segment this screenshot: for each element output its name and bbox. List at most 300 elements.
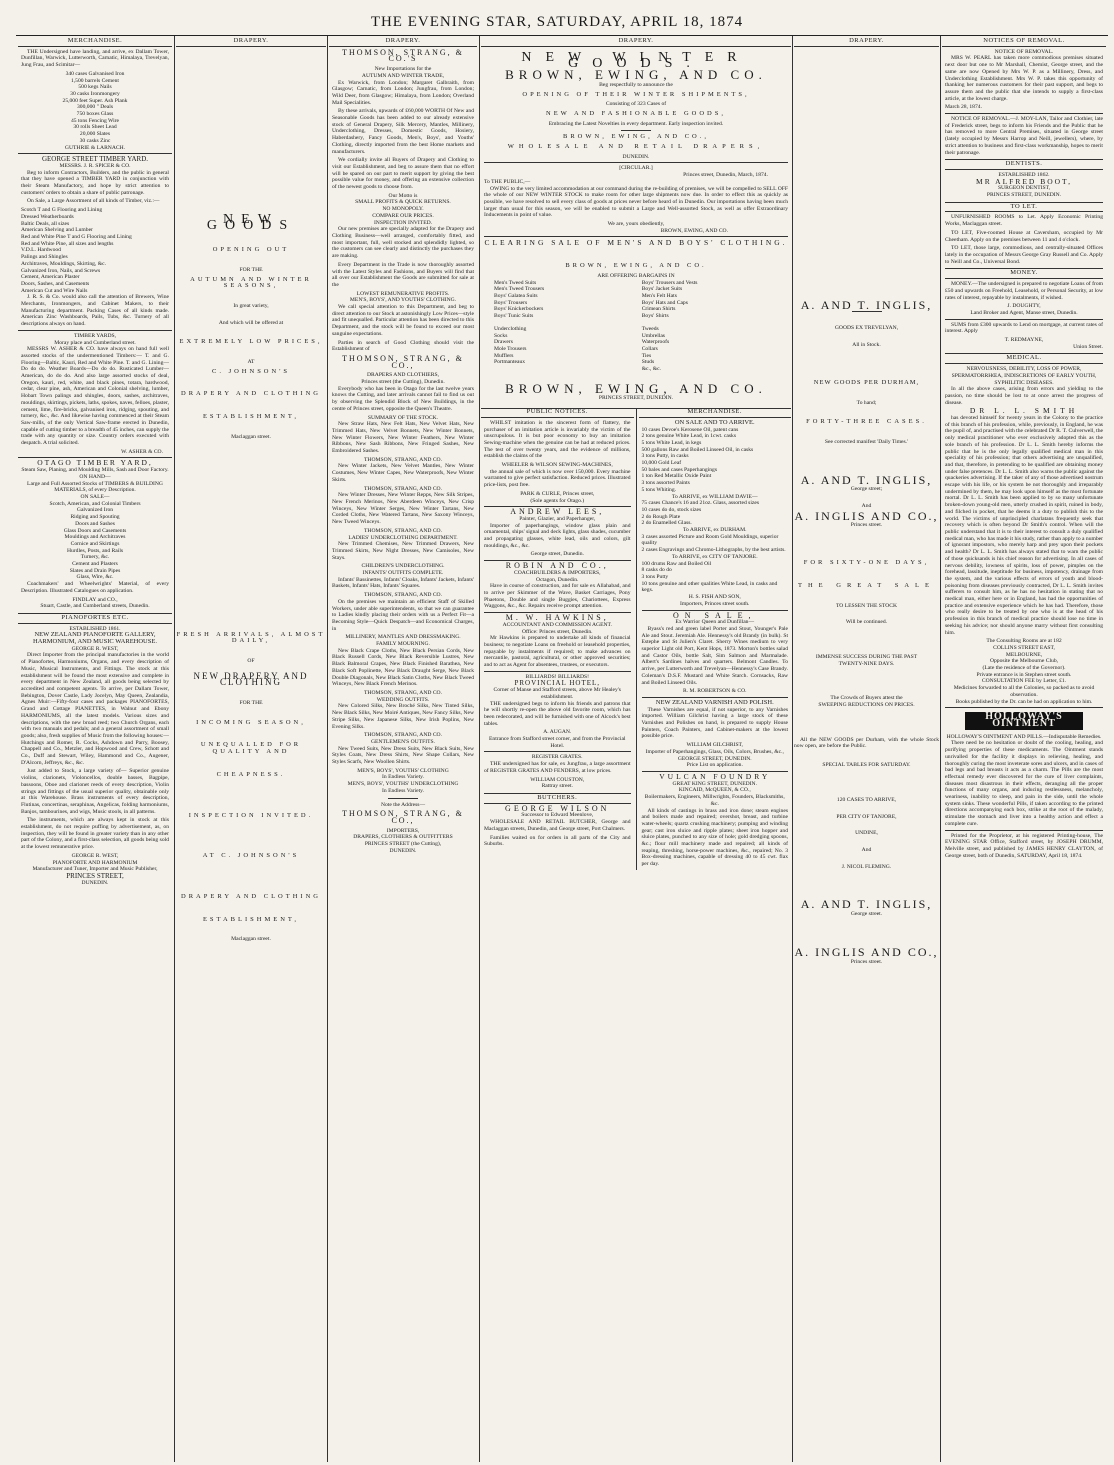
ad-text: Beg to inform Contractors, Builders, and the public in general that they have opened a TIMBER YARD in conjunction with their Steam Manufactory, and hope by strict attention to customers' orders to obtain a share of public patronage. (21, 169, 169, 196)
ad-line: GREAT KING STREET, DUNEDIN. (672, 780, 757, 787)
list-item: Glass Doors and Casements (63, 527, 127, 534)
ad-line: Corner of Manse and Stafford streets, above Mr Healey's establishment. (493, 687, 621, 700)
ad-heading: ON SALE— (80, 494, 110, 500)
ad-line: Land Broker and Agent, Manse street, Dunedin. (970, 309, 1078, 316)
ad-signature: FINDLAY and CO., (72, 596, 118, 603)
list-item: Boys' Jacket Suits (641, 286, 683, 293)
ad-line: Importer of Paperhangings, Glass, Oils, Colors, Brushes, &c., (645, 748, 784, 755)
ad-line: George street; (850, 486, 883, 493)
ad-line: MELBOURNE, (1005, 651, 1043, 658)
list-item: 300,000 " Deals (77, 104, 113, 111)
ad-line: ARE OFFERING BARGAINS IN (597, 272, 675, 279)
ad-text: J. R. S. & Co. would also call the attention of Brewers, Wine Merchants, Ironmongers, and Cabinet Makers, to their Manufacturing department. Packing Cases of all kinds made. American Zinc Washboards, Pails, Tubs, &c. Turnery of all descriptions always on hand. (21, 294, 169, 328)
list-item: Glass, Wire, &c. (76, 574, 114, 581)
ad-spicer (18, 156, 172, 328)
list-item: 30 casks Zinc (79, 137, 111, 144)
ad-text: TO LET, those large, commodious, and centrally-situated Offices lately in the occupation of Messrs George Gray Russell and Co. Apply to Neill and Co., Universal Bond. (945, 245, 1103, 265)
ad-heading: GENTLEMEN'S OUTFITS. (370, 738, 436, 745)
ad-line: MEN'S, BOYS', AND YOUTHS' CLOTHING. (349, 297, 457, 304)
ad-line: FOR THE (239, 266, 263, 273)
list-item: 500 kegs Nails (78, 84, 112, 91)
column-heading: MERCHANDISE. (639, 409, 792, 418)
ad-line: Office: Princes street, Dunedin. (521, 628, 593, 635)
ad-line: UNDINE, (855, 830, 878, 837)
ad-line: ESTABLISHMENT, (202, 413, 300, 421)
ad-subtitle: Steam Saw, Planing, and Moulding Mills, Sash and Door Factory. (21, 467, 169, 474)
list-item: Crimean Shirts (641, 306, 676, 313)
ad-line: Union Street. (1073, 343, 1103, 350)
ad-line: CHEAPNESS. (216, 770, 286, 778)
bargains-list-right (642, 280, 778, 373)
list-item: 1 ton Red Metallic Oxide Paint (641, 473, 712, 480)
ad-line: DUNEDIN. (389, 847, 417, 854)
ad-title: HOLLOWAY'S OINTMENT AND PILLS.—Indisputable Remedies. (946, 733, 1102, 740)
ad-signature: BROWN, EWING, AND CO. (660, 227, 728, 234)
ad-text: On the premises we maintain an efficient Staff of Skilled Workers, under able superintendents, so that we can guarantee to Ladies kindly placing their orders with us a Perfect Fit—a Becoming Style—Quick Despatch—and Economical Charges, in (332, 598, 474, 632)
ad-line: NEW WINTER GOODS. (521, 49, 751, 72)
ad-line: BROWN, EWING, AND CO. (565, 262, 707, 270)
ad-line: COACHBUILDERS & IMPORTERS, (513, 569, 601, 576)
masthead: THE EVENING STAR, SATURDAY, APRIL 18, 1874 (370, 14, 744, 30)
list-item: V.D.L. Hardwood (21, 247, 61, 254)
ad-title: BILLIARDS! BILLIARDS! (525, 673, 590, 680)
ad-text: MONEY.—The undersigned is prepared to negotiate Loans of from £50 and upwards on Freehold, Leasehold, or Personal Security, at low rates of interest, repayable by instalments, if wished. (945, 281, 1103, 301)
ad-title: NOTICE OF REMOVAL. (994, 48, 1054, 55)
ad-heading: INFANTS' OUTFITS COMPLETE. (362, 570, 444, 577)
column-drapery-johnson (176, 38, 326, 1460)
ad-title: DR L. L. SMITH (969, 406, 1079, 416)
ad-line: EXTREMELY LOW PRICES, (179, 338, 323, 346)
notices-body (942, 49, 1106, 860)
column-heading: DRAPERY. (176, 38, 326, 47)
ad-title: A. AND T. INGLIS, (800, 472, 933, 487)
ad-title: MR ALFRED BOOT, (976, 176, 1072, 186)
ad-text: New Straw Hats, New Felt Hats, New Velvet Hats, New Trimmed Hats, New Velvet Bonnets, New Winter Bonnets, New Winter Flowers, New Winter Feathers, New Winter Ribbons, New Sash Ribbons, New Fringed Sashes, New Embroidered Sashes. (332, 421, 474, 455)
ad-title: ON SALE AND TO ARRIVE. (674, 418, 755, 426)
list-item: Architraves, Mouldings, Skirting, &c. (21, 260, 106, 267)
ad-line: SWEEPING REDUCTIONS ON PRICES. (818, 702, 915, 709)
ad-line: (Sole agents for Otago.) (530, 497, 585, 504)
list-item: American Shelving and Lumber (21, 227, 93, 234)
ad-title: NEW ZEALAND VARNISH AND POLISH. (655, 698, 774, 706)
ad-signature: THOMSON, STRANG, AND CO. (363, 592, 442, 599)
ad-heading: To ARRIVE, ex WILLIAM DAVIE— (671, 493, 758, 500)
ad-title: A. INGLIS AND CO., (794, 508, 939, 523)
ad-line: Maclaggan street. (231, 936, 271, 943)
ad-text: Families waited on for orders in all parts of the City and Suburbs. (484, 834, 631, 848)
list-item: 500 gallons Raw and Boiled Linseed Oil, in casks (641, 446, 754, 453)
list-item: Ridging and Spouting (70, 514, 120, 521)
ad-line: PRINCES STREET, DUNEDIN. (986, 192, 1062, 199)
ad-line: OF (247, 657, 255, 664)
ad-signature: J. DOUGHTY, (1007, 303, 1041, 310)
ad-title: A. AND T. INGLIS, (800, 897, 933, 912)
ad-signature: WILLIAM GILCHRIST, (686, 742, 743, 749)
list-item: Ties (641, 352, 652, 359)
ad-line: J. NICOL FLEMING. (841, 863, 892, 870)
ad-line: Entrance from Stafford street corner, and from the Provincial Hotel. (488, 736, 626, 749)
list-item: Palings and Shingles (21, 254, 68, 261)
column-rule (792, 36, 793, 1462)
column-heading: MERCHANDISE. (18, 38, 172, 47)
ad-line: THE GREAT SALE (798, 581, 935, 589)
ad-line: In Endless Variety. (382, 787, 424, 794)
ad-title: GEORGE WILSON (505, 803, 610, 813)
ad-text: We cordially invite all Buyers of Drapery and Clothing to visit our Establishment, and beg to assure them that no effort will be spared on our part to merit support by giving the best possible value for money, and offering an extensive collection of the newest goods to choose from. (332, 157, 474, 191)
list-item: Scotch, American, and Colonial Timbers (49, 500, 141, 507)
ad-title: ON SALE, (672, 610, 757, 620)
list-item: 340 cases Galvanised Iron (65, 70, 125, 77)
ad-line: 120 CASES TO ARRIVE, (836, 796, 897, 803)
ad-signature: W. ASHER & CO. (121, 448, 163, 455)
ad-title: NEW ZEALAND PIANOFORTE GALLERY, HARMONIUM, AND MUSIC WAREHOUSE. (33, 631, 157, 646)
ad-title: PROVINCIAL HOTEL, (514, 679, 601, 688)
ad-line: TO LESSEN THE STOCK (835, 602, 898, 609)
list-item: Boys' Hats and Caps (641, 299, 688, 306)
ad-text: By these arrivals, upwards of £60,000 WORTH Of New and Seasonable Goods has been added to our already extensive stock of General Drapery, Silk Mercery, Mantles, Millinery, Underclothing, Dresses, Domestic Goods, Hosiery, Haberdashery, Fancy Goods, Men's, Boys', and Youths' Clothing, directly imported from the best Home markets and manufacturers. (332, 108, 474, 155)
ad-text: Importer of paperhangings, window glass plain and ornamental, ships' signal and deck lights, glass shades, cucumber and propagating glasses, white lead, oils and colors, gilt mouldings, &c., &c. (484, 522, 631, 549)
ad-line: NEW DRAPERY AND CLOTHING (193, 670, 309, 688)
ad-text: Large and Full Assorted Stocks of TIMBERS & BUILDING MATERIALS, of every Description. (27, 480, 163, 494)
ad-line: INSPECTION INVITED. (188, 811, 314, 819)
column-drapery-brown-ewing (481, 38, 791, 1460)
ad-text: Parties in search of Good Clothing should visit the Establishment of (332, 339, 474, 353)
list-item: Cement, American Plaster (21, 274, 80, 281)
ad-line: And (861, 503, 872, 510)
ad-line: AT (247, 359, 255, 366)
masthead-rule (16, 35, 1108, 36)
ad-line: Price List on application. (686, 762, 743, 769)
ad-line: DRAPERY AND CLOTHING (181, 390, 321, 398)
list-item: 2 tons genuine White Lead, in 1cwt. casks (641, 433, 737, 440)
ad-thomson-strang (329, 47, 477, 855)
ad-title: THOMSON, STRANG, & CO., (342, 809, 464, 825)
list-item: Cornice and Skirtings (70, 540, 120, 547)
divider (18, 153, 172, 154)
ad-title: A. INGLIS AND CO., (794, 944, 939, 959)
ad-line: INCOMING SEASON, (196, 718, 306, 726)
ad-signature: THOMSON, STRANG, AND CO. (363, 456, 442, 463)
ad-line: COLLINS STREET EAST, (993, 644, 1055, 651)
section-heading: MEDICAL. (945, 353, 1103, 364)
bargains-list-left (494, 280, 630, 373)
list-item: 10 cases do do, stock sizes (641, 506, 702, 513)
printer-imprint: Printed for the Proprietor, at his registered Printing-house, The EVENING STAR Office, Stafford street, by JOSEPH DRUMM, Melville street, and published by JAMES HENRY CLAYTON, of George street, both of Dunedin, SATURDAY, April 18, 1874. (945, 832, 1103, 859)
ad-line: NEW GOODS PER DURHAM, (813, 378, 920, 386)
list-item: 30 rolls Sheet Lead (73, 124, 117, 131)
ad-line: In Endless Variety. (382, 774, 424, 781)
ad-line: Painter, Glazier, and Paperhanger, (519, 515, 596, 522)
ad-text: Have in course of construction, and for sale ex Allahabad, and to arrive per Skimmer of the Wave, Basket Carriages, Pony Phaetons, Double and single Buggies, Chariottees, Express Waggons, &c., &c. Repairs receive prompt attention. (484, 583, 631, 610)
list-item: 30 casks Ironmongery (70, 90, 120, 97)
list-item: Umbrellas (641, 332, 665, 339)
ad-signature: T. REDMAYNE, (1004, 337, 1044, 344)
ad-heading: CHILDREN'S UNDERCLOTHING. (361, 563, 445, 570)
ad-line: To THE PUBLIC,— (484, 178, 531, 185)
list-item: Men's Tweed Trousers (494, 286, 545, 293)
ad-heading: To ARRIVE, ex DURHAM. (683, 527, 747, 534)
ad-line: WHOLESALE AND RETAIL DRAPERS, (507, 143, 765, 151)
bargains-list (484, 280, 788, 373)
ad-line: GEORGE STREET, DUNEDIN. (677, 755, 752, 762)
list-item: 5 tons Whiting. (641, 486, 677, 493)
list-item: Doors and Sashes (75, 520, 115, 527)
list-item: 10,000 Gold Leaf (641, 460, 682, 467)
ad-text: New Colored Silks, New Broché Silks, New Tinted Silks, New Black Silks, New Moiré Antiques, New Fancy Silks, New Stripe Silks, New Japanese Silks, New Irish Poplins, New Evening Silks. (332, 703, 474, 730)
ad-address: Stuart, Castle, and Cumberland streets, Dunedin. (40, 603, 150, 610)
ad-text: NOTICE OF REMOVAL.—J. MOY-LAN, Tailor and Clothier, late of Frederick street, begs to inform his Friends and the Public that he has removed to more Central Premises, situated in George street (lately occupied by Messrs Harrop and Neill, jewellers), where, by strict attention to business and first-class workmanship, hopes to merit their patronage. (945, 116, 1103, 156)
ad-line: IMPORTERS, (386, 827, 420, 834)
ad-signature: GEORGE R. WEST, (71, 852, 119, 859)
list-item: Boys' Trousers (494, 299, 528, 306)
ad-line: DRAPERS AND CLOTHIERS, (367, 372, 439, 379)
ad-line: AUTUMN AND WINTER TRADE, (361, 72, 445, 79)
ad-heading: WEDDING OUTFITS. (376, 696, 430, 703)
ad-title: WHEELER & WILSON SEWING-MACHINES, (501, 462, 613, 469)
section-heading: MONEY. (945, 268, 1103, 279)
column-notices (942, 38, 1106, 1460)
holloway-ointment-banner: HOLLOWAY'S OINTMENT (965, 712, 1083, 729)
ad-text: New Winter Jackets, New Velvet Mantles, New Winter Costumes, New Winter Capes, New Waterproofs, New Winter Skirts. (332, 463, 474, 483)
ad-line: And (861, 846, 872, 853)
column-heading: DRAPERY. (329, 38, 477, 47)
ad-text: WHILST imitation is the sincerest form of flattery, the purchaser of an imitation article is invariably the victim of the unscrupulous. It is but poor economy to buy an imitation Sewing-machine when the genuine can be had at reduced prices. The test of over twenty years, and the evidence of millions, establish the claims of the (484, 419, 631, 460)
ad-line: Maclaggan street. (231, 433, 271, 440)
ad-signature: PRINCES STREET, (66, 871, 124, 880)
column-heading: DRAPERY. (794, 38, 939, 47)
list-item: Galvanized Iron (76, 507, 114, 514)
ad-line: FOR SIXTY-ONE DAYS, (803, 559, 930, 567)
section-heading: TO LET. (945, 202, 1103, 213)
ad-text: OWING to the very limited accommodation at our command during the re-building of premises, we will be compelled to SELL OFF the whole of our NEW WINTER STOCK to make room for other large shipments now due. In order to effect this as quickly as possible, we have resolved to sell every class of goods at prices never before heard of in Dunedin. Our importations having been much larger than usual for this season, we will be enabled to submit a Large and Well-assorted Stock, as well as offer Extraordinary Inducements in point of value. (484, 185, 788, 219)
ad-title: THOMSON, STRANG, & CO., (342, 353, 464, 370)
ad-line: George street. (850, 911, 883, 918)
ad-text: Byass's red and green label Porter and Stout, Younger's Pale Ale and Stout. Jeremiah Ale. Hennessy's old Brandy (in bulk). St Estephe and St Julien's Claret. Sherry Wines medium to very superior Light old Port, Kent Hops, 1873. Morton's bottles salad and Castor Oils, bottle Salt, Sim Salmon and Marmalade. Albert's Sardines halves and quarters. Belmont Candles. To arrive, per Lutterworth and Trevelyan—Hennessy's Case Brandy. Coleman's D.S.F. Mustard and White Starch. Cornsacks, Raw and Boiled Linseed Oils. (641, 625, 788, 686)
ad-text: All kinds of castings in brass and iron done; steam engines and boilers made and repaired; overshot, breast, and turbine water-wheels; quartz crushing machinery; pumping and winding gear; cast iron sluice and ripple plates; sheet iron hopper and sluice plates, punched to any size of hole; gold dredging spoons, &c.; flour mill machinery made and repaired; all kinds of reaping, threshing, horse-power machines, &c., repaired; No. 3 Box-dressing machines, capable of dressing 40 to 45 cwt. flax per day. (641, 807, 788, 868)
ad-text: New Tweed Suits, New Dress Suits, New Black Suits, New Styles Coats, New Dress Shirts, New Shape Collars, New Styles Scarfs, New Woollen Shirts. (332, 745, 474, 766)
ad-title: M. W. HAWKINS, (505, 613, 609, 623)
ad-line: BROWN, EWING, AND CO., (563, 133, 709, 141)
ad-list (21, 71, 169, 145)
ad-line: (Late the residence of the Governor). (982, 665, 1066, 672)
divider (18, 330, 172, 331)
list-item: 750 boxes Glass (76, 111, 114, 118)
ad-signature: THOMSON, STRANG, AND CO. (363, 527, 442, 534)
list-item: 10 cases Devoe's Kerosene Oil, patent cans (641, 426, 739, 433)
ad-list (21, 207, 169, 294)
ad-signature: THOMSON, STRANG, AND CO. (363, 485, 442, 492)
ad-text: Mr Hawkins is prepared to undertake all kinds of financial business; to negotiate Loans on freehold or leasehold properties, repayable by instalments if required; to make advances on mercantile, pastoral, agricultural, or other approved securities; and to act as Agent for absentees, trustees, or executors. (484, 635, 631, 669)
ad-line: OPENING OF THEIR WINTER SHIPMENTS, (522, 90, 750, 98)
ad-subtitle: Moray place and Cumberland street. (54, 339, 136, 346)
section-heading: DENTISTS. (945, 159, 1103, 170)
ad-line: INSPECTION INVITED. (373, 219, 433, 226)
column-rule (479, 36, 480, 1462)
ad-line: PER CITY OF TANJORE, (836, 813, 897, 820)
column-merchandise-2 (637, 409, 792, 870)
list-item: 20,000 Slates (79, 131, 111, 138)
ad-line: [CIRCULAR.] (619, 165, 653, 172)
ad-signature: H. S. FISH AND SON, (688, 594, 741, 601)
list-item: Men's Felt Hats (641, 292, 677, 299)
ad-line: IMMENSE SUCCESS DURING THE PAST (815, 653, 918, 660)
ad-line: COMPARE OUR PRICES. (372, 212, 434, 219)
ad-text: The instruments, which are always kept in stock at this establishment, do not require puffing by advertisement, as, on inspection, they will be found in greater variety than in any other part of the Colony, and a first-class selection, all goods being sold at the lowest remunerative price. (21, 817, 169, 851)
ad-text: THE undersigned has for sale, ex Jungfrau, a large assortment of REGISTER GRATES AND FENDERS, at low prices. (484, 761, 631, 774)
list-item: Mole Trousers (494, 345, 527, 352)
section-heading: BUTCHERS. (484, 793, 631, 804)
ad-text: WHOLESALE AND RETAIL BUTCHER, George and Maclaggan streets, Dunedin, and George street, Port Chalmers. (484, 819, 631, 832)
list-item: 10 tons genuine and other qualities White Lead, in casks and kegs. (641, 580, 778, 594)
ad-heading: LADIES' UNDERCLOTHING DEPARTMENT. (348, 534, 458, 541)
ad-text: UNFURNISHED ROOMS to Let. Apply Economic Printing Works, Maclaggan street. (945, 214, 1103, 228)
list-item: 75 cases Chance's 16 and 21oz. Glass, assorted sizes (641, 500, 760, 507)
list-item: 100 drums Raw and Boiled Oil (641, 560, 712, 567)
list-item: 50 bales and cases Paperhangings (641, 466, 717, 473)
ad-line: And which will be offered at (218, 319, 284, 326)
list-item: Boys' Shirts (641, 313, 669, 320)
ad-title: THOMSON, STRANG, & CO.'S (342, 47, 464, 64)
ad-text: New Black Crape Cloths, New Black Persian Cords, New Black Russell Cords, New Black Reversible Lustres, New Black Balmoral Crapes, New Black Finished Barathea, New Black Soft Poplinette, New Black Draught Serge, New Black Double Diagonals, New Black Satin Cloths, New Black Tweed Winceys, New Black French Merinos. (332, 647, 474, 688)
ad-line: NEW GOODS (206, 211, 296, 234)
ad-signature: THOMSON, STRANG, AND CO. (363, 689, 442, 696)
ad-line: The Consulting Rooms are at 182 (986, 638, 1062, 645)
list-item: Underclothing (494, 325, 527, 332)
ad-title: OTAGO TIMBER YARD, (37, 458, 153, 468)
ad-text: In all the above cases, arising from errors and yielding to the passion, no time should be lost to at once arrest the progress of disease. (945, 386, 1103, 406)
ad-title: BROWN, EWING, AND CO. (505, 380, 767, 396)
list-item: Boys' Galatea Suits (494, 292, 538, 299)
ad-line: Private entrance is in Stephen street south. (976, 671, 1072, 678)
ad-line: Consisting of 323 Cases of (605, 101, 667, 108)
list-item: Mufflers (494, 352, 514, 359)
ad-text: MRS W. PEARL has taken more commodious premises situated next door but one to Mr Marshall, Chemist, George street, and the same are now Opened by Mrs W. P. as a Millinery, Dress, and Underclothing Establishment. Mrs W. P. takes this opportunity of thanking her numerous customers for their past support, and begs to assure them and the public that she intends to supply a first-class article, at the lowest charge. (945, 55, 1103, 102)
column-merchandise (18, 38, 172, 1460)
column-heading: PUBLIC NOTICES. (481, 409, 634, 418)
ad-line: Will be continued. (845, 619, 888, 626)
section-heading: PIANOFORTES ETC. (18, 613, 172, 624)
ad-signature: GUTHRIE & LARNACH. (64, 144, 126, 151)
ad-findlay (18, 460, 172, 609)
ad-signature: THOMSON, STRANG, AND CO. (363, 732, 442, 739)
ad-heading: SUMMARY OF THE STOCK. (367, 414, 439, 421)
list-item: Collars (641, 345, 658, 352)
list-item: Baltic Deals, all sizes (21, 220, 70, 227)
ad-text: All the NEW GOODS per Durham, with the whole Stock now open, are before the Public. (794, 736, 939, 750)
ad-text: Coachmakers' and Wheelwrights' Material, of every Description. Illustrated Catalogues on application. (21, 581, 169, 594)
ad-line: March 28, 1874. (945, 104, 982, 111)
ad-line: We are, yours obediently, (607, 221, 665, 228)
list-item: Hurdles, Posts, and Rails (66, 547, 124, 554)
list-item: Boys' Tunic Suits (494, 313, 534, 320)
notices-body (481, 420, 634, 848)
ad-line: All in Stock. (852, 342, 881, 349)
list-item: Slates and Drain Pipes (69, 567, 121, 574)
list-item: Doors, Sashes, and Casements (21, 280, 90, 287)
ad-line: In great variety, (233, 302, 269, 309)
list-item: 2 do Enamelled Glass. (641, 520, 692, 527)
ad-signature: WILLIAM COUSTON, (530, 776, 585, 783)
ad-signature: DUNEDIN. (81, 879, 109, 886)
ad-subtitle: MESSRS. J. R. SPICER & CO. (59, 162, 131, 169)
ad-line: TWENTY-NINE DAYS. (838, 660, 895, 667)
list-item: 25,000 feet Super. Ash Plank (62, 97, 128, 104)
ad-west (18, 626, 172, 887)
ad-line: FOR THE (239, 700, 263, 707)
ad-line: Medicines forwarded to all the Colonies, so packed as to avoid observation. (953, 685, 1095, 698)
list-item: 5 tons White Lead, in kegs (641, 439, 702, 446)
ad-text: New Trimmed Chemises, New Trimmed Drawers, New Trimmed Skirts, New Night Dresses, New Camisoles, New Stays. (332, 541, 474, 561)
ad-title: TIMBER YARDS, (73, 332, 117, 339)
ad-line: Octagon, Dunedin. (536, 576, 579, 583)
ad-line: Embracing the Latest Novelties in every department. Early inspection invited. (548, 120, 724, 127)
ad-line: Princes street. (850, 958, 883, 965)
ad-line: SURGEON DENTIST, (997, 185, 1051, 192)
list-item: Cement and Plasters (72, 561, 118, 568)
ad-text: the annual sale of which is now over 150,000. Every machine warranted to give perfect satisfaction. Reduced prices. Illustrated price-lists, post free. (484, 468, 631, 489)
ad-line: Rattray street. (541, 783, 573, 790)
ad-text: These Varnishes are equal, if not superior, to any Varnishes imported. William Gilchrist having a large stock of these Varnishes and Polishes on hand, is prepared to supply House Painters, Coach Painters, and Cabinet-makers at the lowest possible price. (641, 706, 788, 740)
ad-line: The Crowds of Buyers attest the (830, 695, 903, 702)
ad-heading: MEN'S, BOYS', YOUTHS' CLOTHING (357, 767, 449, 774)
list-item: 45 tons Fencing Wire (71, 117, 119, 124)
ad-text: has devoted himself for twenty years in the Colony to the practice of this branch of his profession, while, previously, in England, he was the pupil of, and practised with the celebrated Dr R. T. Culverwell, the only medical practitioner who ever exclusively adopted this as the sole branch of his profession. Dr L. L. Smith hereby informs the public that he is the only legally qualified medical man in this speciality of his profession; that others advertising are unqualified, and that, therefore, in pretending to be qualified are obtaining money under false pretences. Dr L. L. Smith also warns the public against the quackeries advertising. If the taker of any of those advertised nostrum escape with his life, or his system be not thoroughly and irreparably undermined by them, he may look upon himself as the most fortunate mortal. Dr L. L. Smith has been applied to by so many unfortunate broken-down young-old men, utterly crushed in spirit, ruined in body, and filched in pocket, that he deems it a duty to publish this to the world. The victims of unprincipled charlatans frequently seek that recovery which is often beyond Dr Smith's control. When will the public understand that it is to their interest to consult a duly qualified medical man, who has made it his study, rather than apply to a number of ignorant impostors, who merely harp and prey upon their pockets and health? Dr L. L. Smith has always stated that to warn the public of those quicksands is his chief reason for advertising. In all cases of nervous debility, lowness of spirits, loss of power, pimples on the forehead, lassitude, ineptitude for business, impotency, drainage from the system, and the various effects of errors of youth and blood-poisoning from diseases previously contracted, Dr L. L. Smith invites sufferers to consult him, as he has no hesitation in stating that no medical man, either here or in England, has had the opportunities of practice and extensive experience which he has had. Therefore, those who really desire to be treated by one who is at the head of his profession in this branch of medical practice should lose no time in seeking his advice; nor should anyone marry without first consulting him. (945, 415, 1103, 636)
column-rule (174, 36, 175, 1462)
ad-line: C. JOHNSON'S (212, 367, 290, 375)
ad-line: FORTY-THREE CASES. (806, 418, 927, 426)
ad-line: LOWEST REMUNERATIVE PROFITS. (356, 290, 450, 297)
ad-title: VULCAN FOUNDRY (659, 771, 771, 781)
ad-text: Every Department in the Trade is now thoroughly assorted with the Latest Styles and Fashions, and Buyers will find that all over our Establishment the Goods are submitted for sale at the (332, 261, 474, 288)
ad-signature: R. M. ROBERTSON & CO. (682, 688, 747, 695)
ad-heading: To ARRIVE, ex CITY OF TANJORE. (671, 553, 758, 560)
ad-line: FRESH ARRIVALS, ALMOST DAILY, (176, 630, 326, 645)
ad-line: PRINCES STREET (the Cutting), (364, 841, 442, 848)
list-item: Red and White Pine, all sizes and lengths (21, 240, 114, 247)
ad-asher (18, 333, 172, 456)
ad-line: New Importations for the (374, 66, 432, 73)
ad-line: Books published by the Dr. can be had on application to him. (955, 698, 1093, 705)
ad-text: MESSRS W. ASHER & CO. have always on hand full well assorted stocks of the undermentioned Timbers:— T. and G. Flooring—Baltic, Kauri, Red and White Pine. T. and G. Lining—Do do do. Weather Boards—Do do do. Rusticated Lumber—American, do do do. And also large assorted stocks of deal, Oregon, kauri, red, white, and black pines, totara, hardwood, cedar, clear pine, ash, American and Colonial shelving, lumber, Hobart Town palings and shingles, doors, sashes, architraves, mouldings, skirtings, pickets, laths, spokes, naves, felloes, plaster, cement, lime, fire-bricks, galvanised iron, ridging, spouting, and turnery, &c., &c. And likewise having commenced at their Steam Saw-mills, of the only Vertical Saw-frame erected in Dunedin, capable of cutting timber to a breadth of 45 inches, can supply the trade with any quantity or size. Country orders executed with despatch. A trial solicited. (21, 346, 169, 447)
ad-text: THE undersigned begs to inform his friends and patrons that he will shortly re-open the above old favorite room, which has been redecorated, and will be furnished with one of Alcock's best tables. (484, 700, 631, 727)
list-item: Men's Tweed Suits (494, 279, 537, 286)
ad-line: Boilermakers, Engineers, Millwrights, Founders, Blacksmiths, &c. (644, 794, 785, 807)
list-item: Tweeds (641, 325, 659, 332)
ad-heading: MEN'S, BOYS', YOUTHS' UNDERCLOTHING (347, 781, 459, 788)
ad-line: Princes street, Dunedin, March, 1874. (683, 172, 768, 179)
list-item: Mouldings and Architraves (64, 534, 126, 541)
ad-signature: PIANOFORTE AND HARMONIUM (52, 859, 138, 866)
list-item: 2 do Rough Plate (641, 513, 681, 520)
list-item: &c., &c. (641, 366, 661, 373)
list-item: 8 casks do do (641, 567, 672, 574)
ad-heading: FAMILY MOURNING. (376, 641, 430, 648)
ad-signature: Manufacturer and Tuner, Importer and Music Publisher, (32, 866, 158, 873)
ad-line: Beg respectfully to announce the (599, 81, 673, 88)
ad-line: ESTABLISHED 1862. (998, 171, 1050, 178)
ad-line: ACCOUNTANT AND COMMISSION AGENT. (502, 621, 612, 628)
ad-line: Note the Address— (380, 801, 426, 808)
ad-text: Infants' Bassinettes, Infants' Cloaks, Infants' Jackets, Infants' Baskets, Infants' Hats, Infants' Squares. (332, 576, 474, 590)
ad-line: Princes street (the Cutting), Dunedin. (361, 379, 445, 386)
ad-text: New Winter Dresses, New Winter Repps, New Silk Stripes, New French Merinos, New Aberdeen Winceys, New Crisp Winceys, New Winter Serges, New Winter Tartans, New Corded Cloths, New Watered Tartans, New Saxony Winceys, New Tweed Winceys. (332, 492, 474, 526)
list-item: 3 tons Putty, in casks (641, 453, 689, 460)
ad-line: ESTABLISHMENT, (202, 915, 300, 923)
column-heading: DRAPERY. (481, 38, 791, 47)
ad-line: DRAPERS, CLOTHIERS & OUTFITTERS (353, 834, 453, 841)
column-rule (940, 36, 941, 1462)
ad-title: NERVOUSNESS, DEBILITY, LOSS OF POWER, SPERMATORRHŒA, INDISCRETIONS OF EARLY YOUTH, SYPHILITIC DISEASES. (951, 366, 1097, 386)
